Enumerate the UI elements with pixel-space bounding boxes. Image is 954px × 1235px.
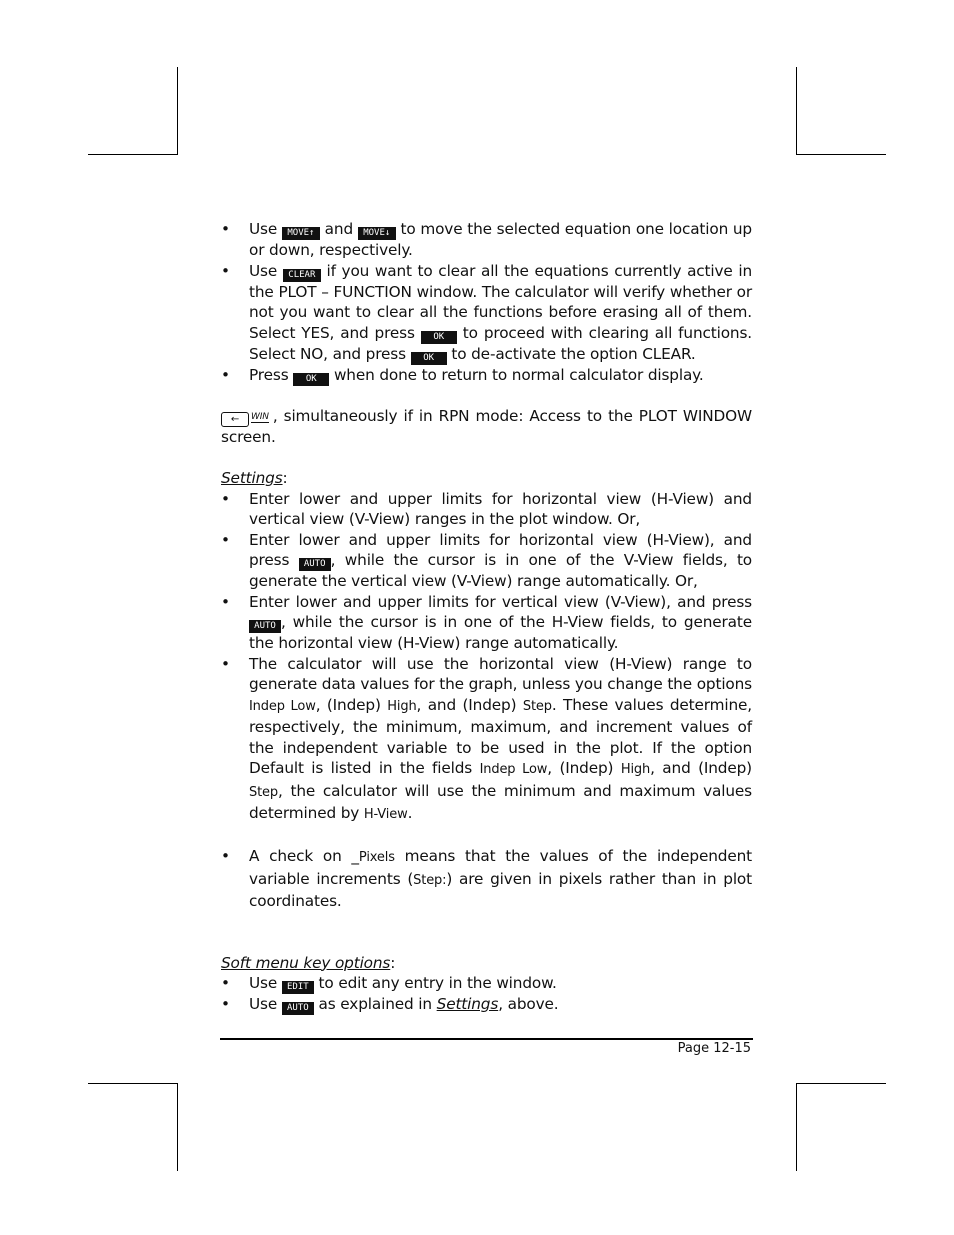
settings-heading: Settings:: [221, 469, 288, 487]
edit-softkey-icon: EDIT: [282, 981, 314, 994]
crop-mark: [177, 1083, 178, 1171]
footer-rule: [220, 1038, 753, 1040]
crop-mark: [796, 67, 797, 154]
auto-softkey-icon: AUTO: [299, 558, 331, 571]
softmenu-list: [221, 973, 752, 1015]
settings-link[interactable]: Settings: [436, 995, 499, 1013]
ok-softkey-icon: OK: [421, 331, 457, 344]
list-item: • The calculator will use the horizontal view (H-View) range to generate data values for the graph, unless you change the options Indep Low, (Indep) High, and (Indep) Step. These values determine, respectively, the minimum, maximum, and increment values of the independent variable to be used in the plot. If the option Default is listed in the fields Indep Low, (Indep) High, and (Indep) Step, the calculator will use the minimum and maximum values determined by H-View.: [221, 654, 752, 826]
ok-softkey-icon: OK: [293, 373, 329, 386]
page-number: Page 12-15: [677, 1041, 751, 1056]
auto-softkey-icon: AUTO: [249, 620, 281, 633]
crop-mark: [796, 154, 886, 155]
left-shift-key-icon: ←: [221, 412, 249, 427]
softmenu-heading: Soft menu key options:: [221, 953, 396, 972]
page-body: [221, 219, 752, 1015]
crop-mark: [177, 67, 178, 154]
list-item: • Enter lower and upper limits for horizontal view (H-View), and press AUTO , while the cursor is in one of the V-View fields, to generate the vertical view (V-View) range automatically. Or,: [221, 530, 752, 592]
crop-mark: [88, 1083, 178, 1084]
crop-mark: [88, 154, 178, 155]
move-down-softkey-icon: MOVE↓: [358, 227, 396, 240]
move-up-softkey-icon: MOVE↑: [282, 227, 320, 240]
list-item: • Enter lower and upper limits for horizontal view (H-View) and vertical view (V-View) ranges in the plot window. Or,: [221, 489, 752, 530]
list-item: • Enter lower and upper limits for vertical view (V-View), and press AUTO , while the cursor is in one of the H-View fields, to generate the horizontal view (H-View) range automatically.: [221, 592, 752, 654]
clear-softkey-icon: CLEAR: [283, 269, 321, 282]
list-item: • Use CLEAR if you want to clear all the equations currently active in the PLOT – FUNCTION window. The calculator will verify whether or not you want to clear all the functions before erasing all of them. Select YES, and press OK to proceed with clearing all functions. Select NO, and press OK to de-activate the option CLEAR.: [221, 261, 752, 365]
ok-softkey-icon: OK: [411, 352, 447, 365]
auto-softkey-icon: AUTO: [282, 1002, 314, 1015]
crop-mark: [796, 1083, 797, 1171]
win-key-label: WIN: [251, 412, 269, 422]
list-item: • Use AUTO as explained in Settings, above.: [221, 994, 752, 1015]
list-item: • Use MOVE↑ and MOVE↓ to move the selected equation one location up or down, respectively.: [221, 219, 752, 261]
list-item: • Press OK when done to return to normal calculator display.: [221, 365, 752, 386]
pixels-list: [221, 846, 752, 912]
settings-list: [221, 489, 752, 826]
plot-window-paragraph: ← WIN , simultaneously if in RPN mode: Access to the PLOT WINDOW screen.: [221, 407, 752, 446]
crop-mark: [796, 1083, 886, 1084]
list-item: • Use EDIT to edit any entry in the window.: [221, 973, 752, 994]
list-item: • A check on _Pixels means that the values of the independent variable increments (Step:) are given in pixels rather than in plot coordinates.: [221, 846, 752, 912]
bullet-list-top: [221, 219, 752, 386]
